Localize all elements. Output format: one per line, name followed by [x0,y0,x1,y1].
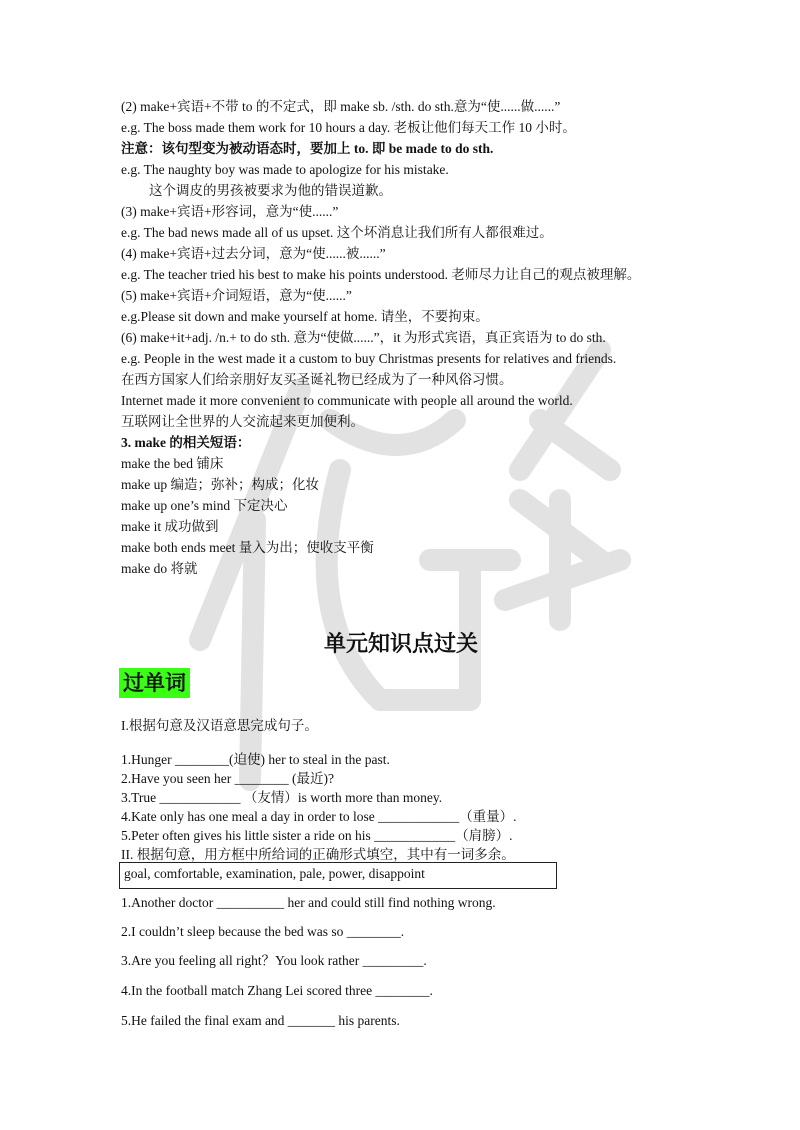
unit-title: 单元知识点过关 [323,632,478,657]
exercise-item: 2.Have you seen her ________ (最近)? [121,771,334,786]
phrases-heading: 3. make 的相关短语： [121,435,251,450]
grammar-line: (3) make+宾语+形容词，意为“使......” [121,204,339,219]
grammar-line: 互联网让全世界的人交流起来更加便利。 [121,414,364,429]
phrase-item: make the bed 铺床 [121,456,224,471]
grammar-line: Internet made it more convenient to communicate with people all around the world. [121,393,573,408]
exercise-item: 1.Hunger ________(迫使) her to steal in the past. [121,752,390,767]
grammar-line: e.g. The bad news made all of us upset. 这个坏消息让我们所有人都很难过。 [121,225,553,240]
exercise-item: 1.Another doctor __________ her and could still find nothing wrong. [121,895,496,910]
phrase-item: make up 编造；弥补；构成；化妆 [121,477,319,492]
grammar-line: (6) make+it+adj. /n.+ to do sth. 意为“使做......”，it 为形式宾语，真正宾语为 to do sth. [121,330,606,345]
grammar-line: 这个调皮的男孩被要求为他的错误道歉。 [149,183,392,198]
grammar-note: 注意：该句型变为被动语态时，要加上 to. 即 be made to do sth. [121,141,494,156]
grammar-line: e.g.Please sit down and make yourself at home. 请坐，不要拘束。 [121,309,489,324]
grammar-line: (5) make+宾语+介词短语，意为“使......” [121,288,352,303]
word-box [119,862,557,889]
part2-heading: II. 根据句意，用方框中所给词的正确形式填空，其中有一词多余。 [121,847,515,862]
part1-heading: I.根据句意及汉语意思完成句子。 [121,718,318,733]
exercise-item: 3.True ____________ （友情）is worth more than money. [121,790,443,805]
exercise-item: 5.Peter often gives his little sister a ride on his ____________（肩膀）. [121,828,513,843]
exercise-item: 5.He failed the final exam and _______ his parents. [121,1013,400,1028]
grammar-line: e.g. The teacher tried his best to make his points understood. 老师尽力让自己的观点被理解。 [121,267,641,282]
grammar-line: (2) make+宾语+不带 to 的不定式，即 make sb. /sth. do sth.意为“使......做......” [121,99,561,114]
phrase-item: make up one’s mind 下定决心 [121,498,288,513]
grammar-line: e.g. The boss made them work for 10 hours a day. 老板让他们每天工作 10 小时。 [121,120,576,135]
grammar-line: e.g. People in the west made it a custom to buy Christmas presents for relatives and friends. [121,351,617,366]
word-box-text: goal, comfortable, examination, pale, power, disappoint [124,866,425,881]
exercise-item: 4.Kate only has one meal a day in order to lose ____________（重量）. [121,809,517,824]
exercise-item: 4.In the football match Zhang Lei scored three ________. [121,983,433,998]
exercise-item: 3.Are you feeling all right？You look rather _________. [121,953,427,968]
section-label: 过单词 [119,668,190,698]
grammar-line: (4) make+宾语+过去分词，意为“使......被......” [121,246,386,261]
phrase-item: make it 成功做到 [121,519,219,534]
grammar-line: 在西方国家人们给亲朋好友买圣诞礼物已经成为了一种风俗习惯。 [121,372,513,387]
phrase-item: make both ends meet 量入为出；使收支平衡 [121,540,374,555]
phrase-item: make do 将就 [121,561,198,576]
grammar-line: e.g. The naughty boy was made to apologize for his mistake. [121,162,449,177]
exercise-item: 2.I couldn’t sleep because the bed was so ________. [121,924,405,939]
